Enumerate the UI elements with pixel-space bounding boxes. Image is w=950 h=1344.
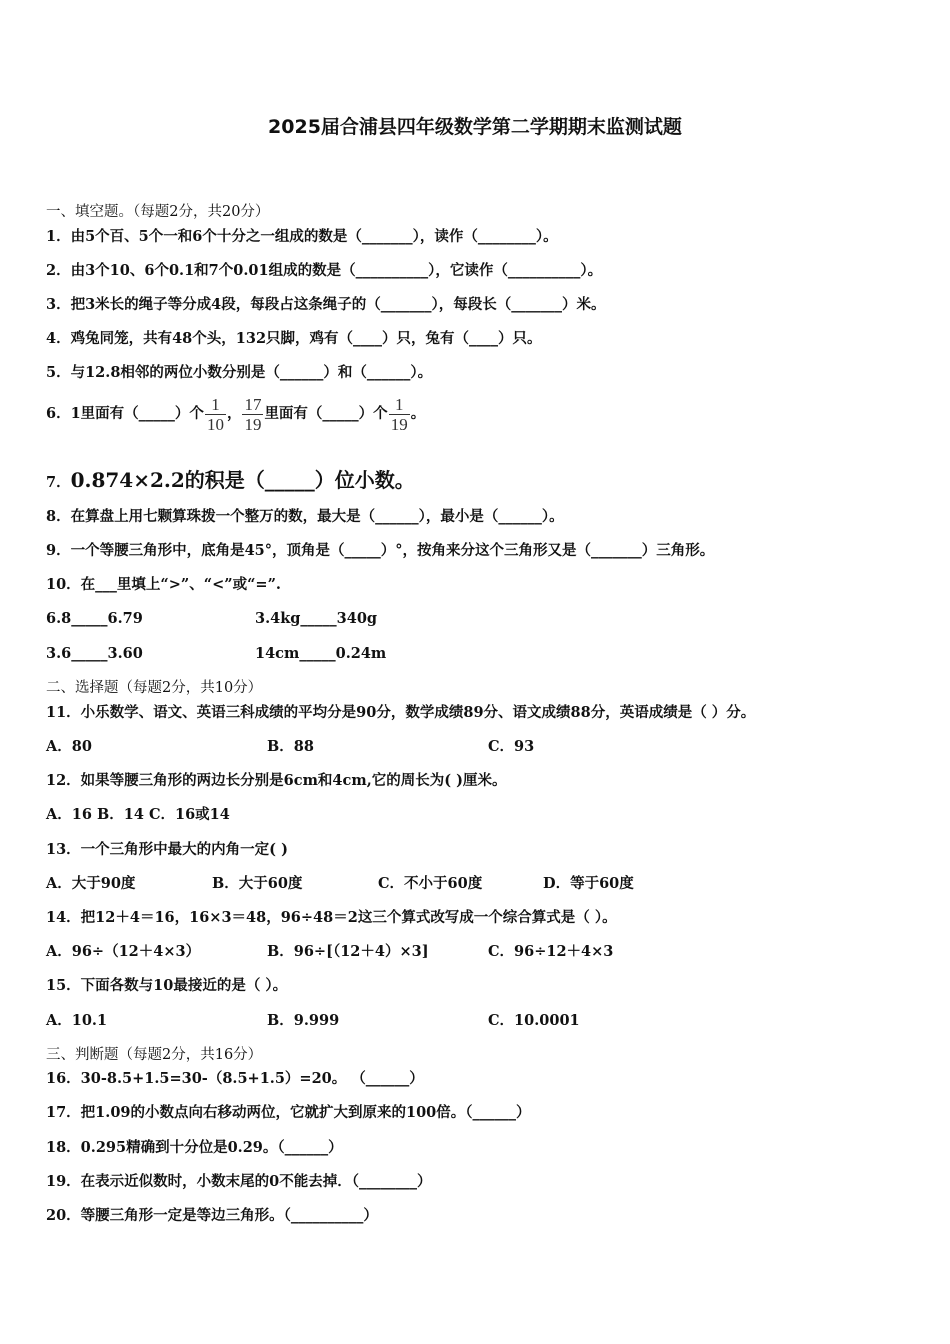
question-13: 13．一个三角形中最大的内角一定( ) [46,841,288,858]
fraction-1-19: $\frac{1}{19}$ [390,394,408,434]
q15-option-c: C．10.0001 [488,1012,580,1029]
question-20: 20．等腰三角形一定是等边三角形。（__________） [46,1207,378,1224]
question-5: 5．与12.8相邻的两位小数分别是（______）和（______）。 [46,364,433,381]
question-18: 18．0.295精确到十分位是0.29。（______） [46,1139,343,1156]
q10-item-4: 14cm_____0.24m [255,645,387,662]
q14-option-c: C．96÷12＋4×3 [488,943,614,960]
q13-option-a: A．大于90度 [46,875,136,892]
q13-option-c: C．不小于60度 [378,875,483,892]
q15-option-a: A．10.1 [46,1012,108,1029]
section-fill-in-heading: 一、填空题。（每题2分，共20分） [46,204,270,220]
question-4: 4．鸡兔同笼，共有48个头，132只脚，鸡有（____）只，兔有（____）只。 [46,330,542,347]
question-17: 17．把1.09的小数点向右移动两位，它就扩大到原来的100倍。（______） [46,1104,531,1121]
q6-text-1: 6．1里面有（_____）个 [46,405,204,422]
question-1: 1．由5个百、5个一和6个十分之一组成的数是（_______），读作（________）。 [46,228,558,245]
question-11: 11．小乐数学、语文、英语三科成绩的平均分是90分，数学成绩89分、语文成绩88分，英语成绩是（ ）分。 [46,704,756,721]
fraction-17-19: $\frac{17}{19}$ [244,394,262,434]
question-6: 6．1里面有（_____）个 $\frac{1}{10}$ ， $\frac{17}{19}$ 里面有（_____）个 $\frac{1}{19}$ 。 [46,394,426,434]
q11-option-c: C．93 [488,738,535,755]
question-3: 3．把3米长的绳子等分成4段，每段占这条绳子的（_______），每段长（_______）米。 [46,296,606,313]
question-8: 8．在算盘上用七颗算珠拨一个整万的数，最大是（______），最小是（______）。 [46,508,564,525]
page-title: 2025届合浦县四年级数学第二学期期末监测试题 [268,116,682,138]
question-2: 2．由3个10、6个0.1和7个0.01组成的数是（__________），它读作（__________）。 [46,262,603,279]
question-14: 14．把12＋4＝16，16×3＝48，96÷48＝2这三个算式改写成一个综合算式是（ ）。 [46,909,617,926]
question-16: 16．30-8.5+1.5=30-（8.5+1.5）=20。 （______） [46,1070,424,1087]
q11-option-b: B．88 [267,738,314,755]
q10-item-1: 6.8_____6.79 [46,610,143,627]
question-15: 15．下面各数与10最接近的是（ ）。 [46,977,288,994]
question-9: 9．一个等腰三角形中，底角是45°，顶角是（_____）°，按角来分这个三角形又是（_______）三角形。 [46,542,715,559]
q15-option-b: B．9.999 [267,1012,340,1029]
q14-option-a: A．96÷（12＋4×3） [46,943,201,960]
q10-item-2: 3.4kg_____340g [255,610,378,627]
fraction-1-10: $\frac{1}{10}$ [206,394,224,434]
q10-item-3: 3.6_____3.60 [46,645,143,662]
q14-option-b: B．96÷[（12＋4）×3] [267,943,429,960]
question-7: 7．0.874×2.2的积是（_____）位小数。 [46,468,415,492]
section-choice-heading: 二、选择题（每题2分，共10分） [46,680,263,696]
q11-option-a: A．80 [46,738,92,755]
q12-options: A．16 B．14 C．16或14 [46,806,230,823]
q6-text-2: 里面有（_____）个 [264,405,388,422]
q13-option-b: B．大于60度 [212,875,303,892]
section-judgement-heading: 三、判断题（每题2分，共16分） [46,1047,263,1063]
question-19: 19．在表示近似数时，小数末尾的0不能去掉．（________） [46,1173,432,1190]
question-12: 12．如果等腰三角形的两边长分别是6cm和4cm,它的周长为( )厘米。 [46,772,507,789]
q7-text: 0.874×2.2的积是（_____）位小数。 [70,468,415,492]
question-10: 10．在___里填上“>”、“<”或“=”. [46,576,281,593]
q13-option-d: D．等于60度 [543,875,634,892]
